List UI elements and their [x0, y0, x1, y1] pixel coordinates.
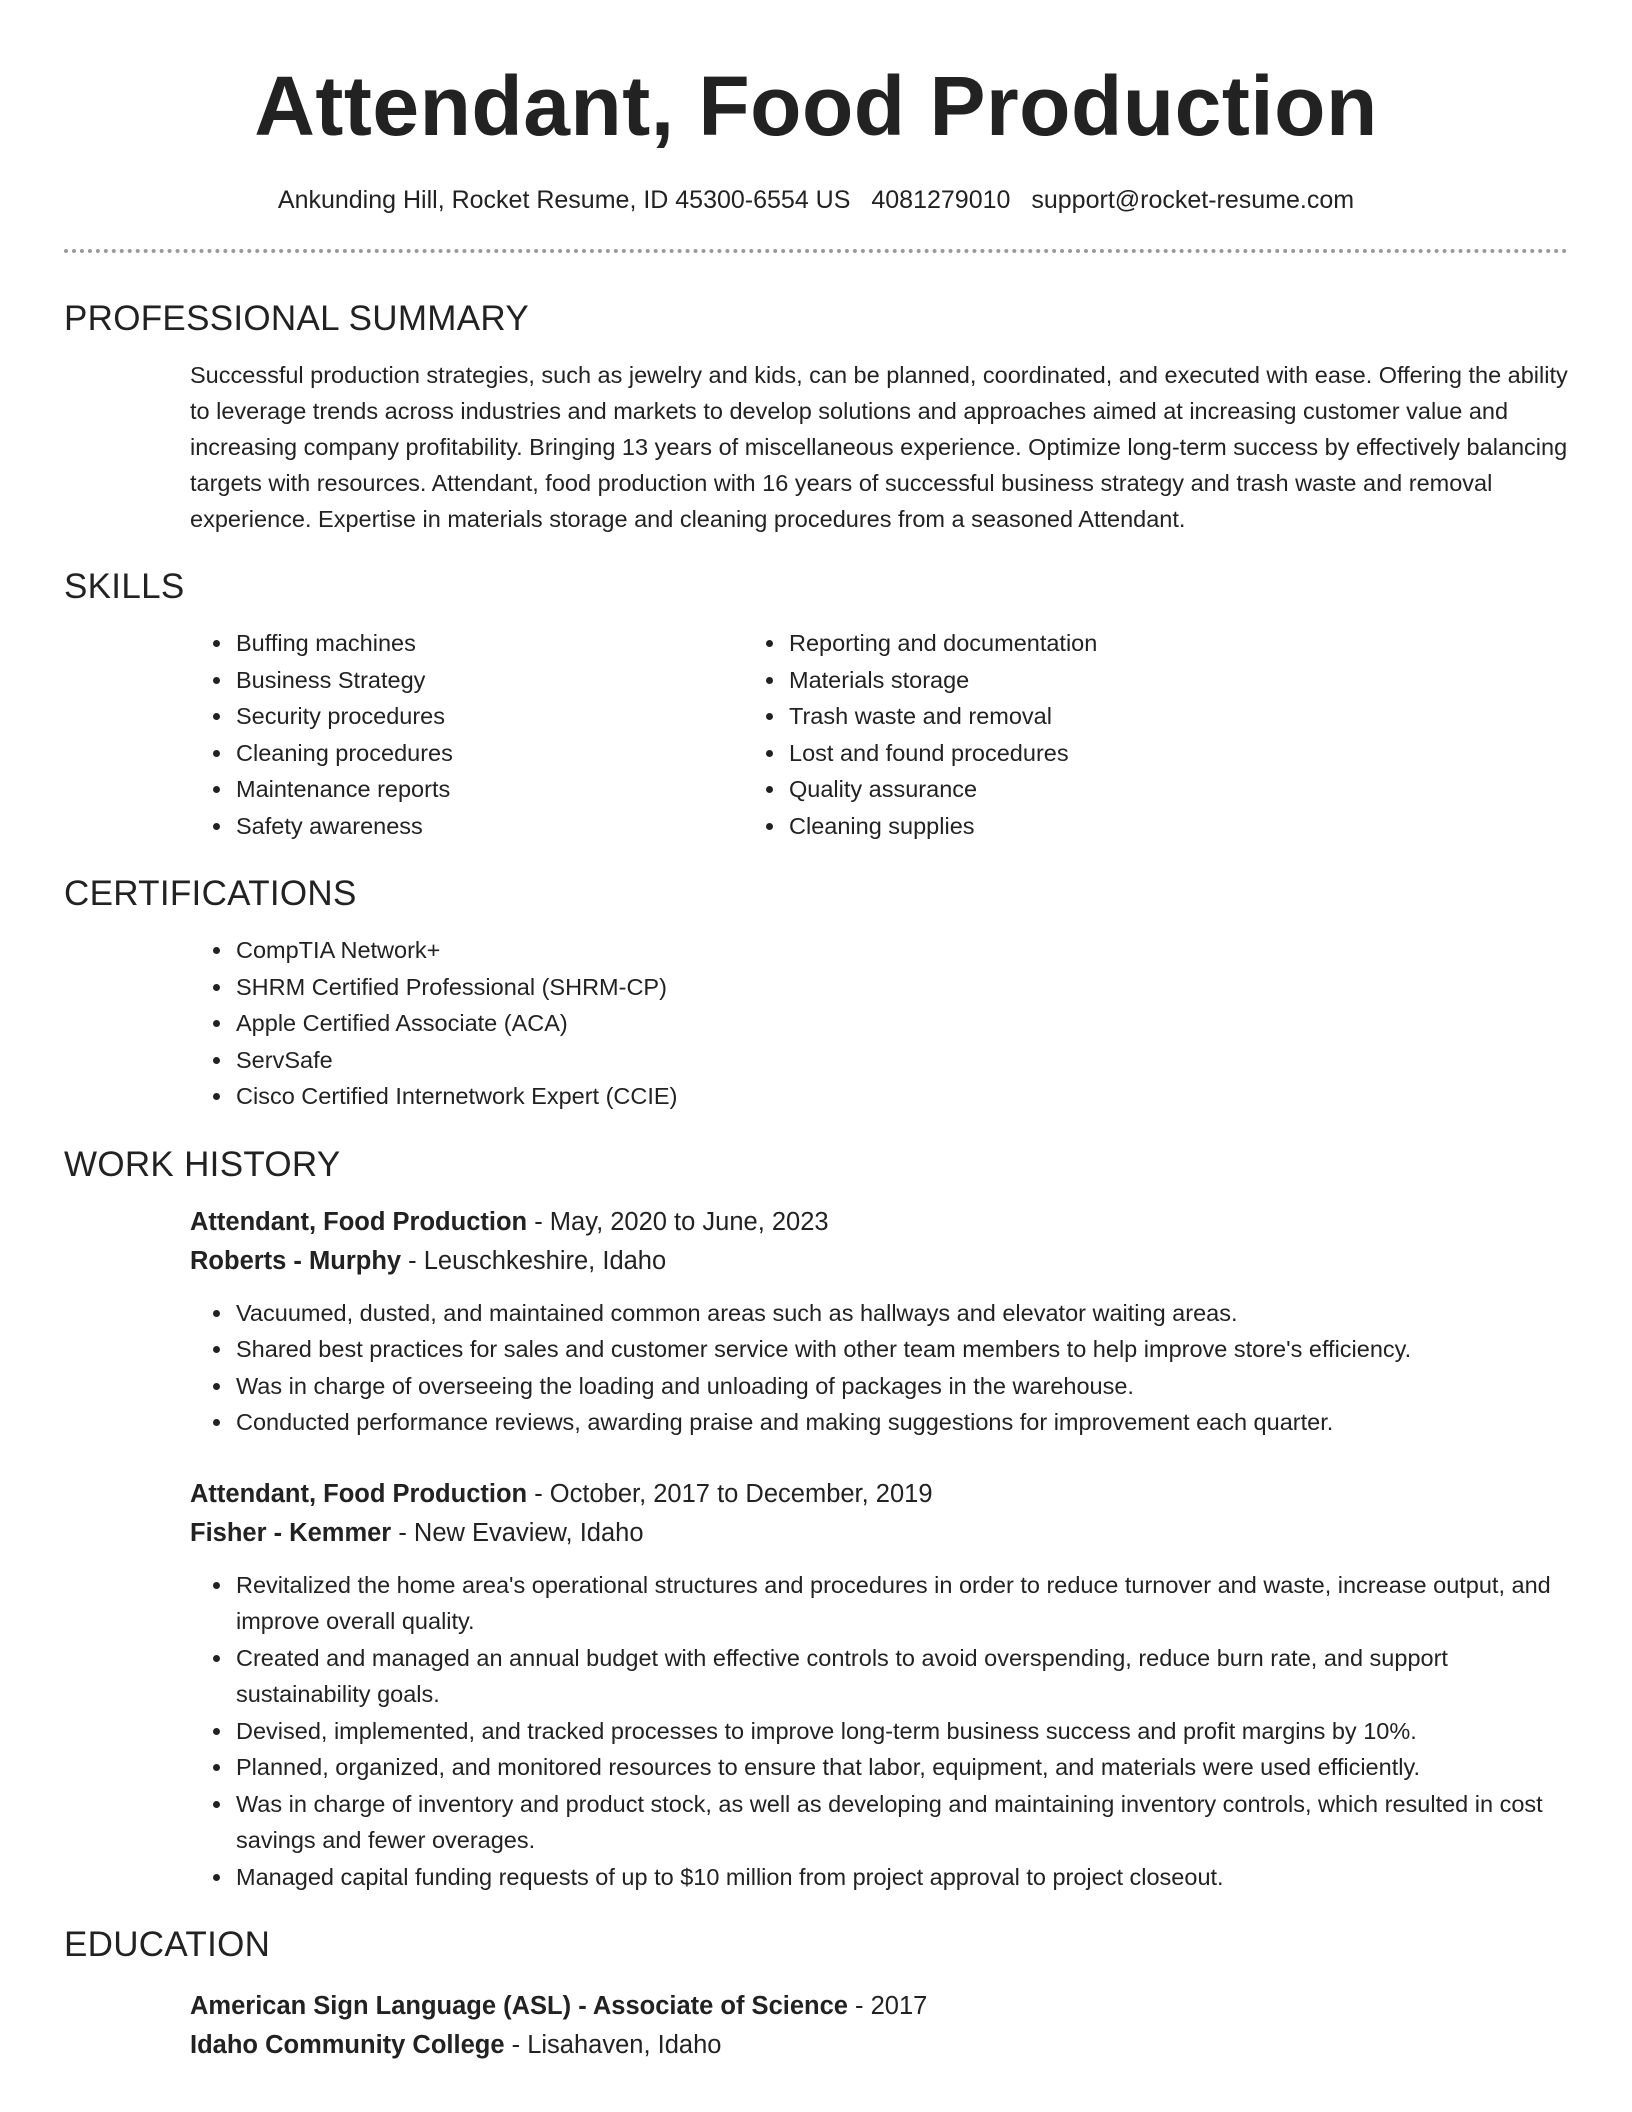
skill-item: • Cleaning supplies: [787, 808, 1295, 845]
contact-address: Ankunding Hill, Rocket Resume, ID 45300-6554 US: [277, 186, 851, 214]
education-degree: American Sign Language (ASL) - Associate of Science: [190, 1992, 848, 2020]
job-location: - New Evaview, Idaho: [391, 1518, 644, 1547]
job-location: - Leuschkeshire, Idaho: [401, 1246, 667, 1275]
job-title: Attendant, Food Production: [190, 1479, 528, 1508]
education-entry: [190, 1987, 1568, 2065]
skills-section: [64, 565, 1568, 844]
job-bullet: • Shared best practices for sales and customer service with other team members to help improve store's efficiency.: [234, 1331, 1568, 1368]
education-year: - 2017: [847, 1992, 928, 2020]
skill-item: • Security procedures: [234, 698, 742, 735]
education-heading: EDUCATION: [64, 1925, 271, 1964]
skill-item: • Cleaning procedures: [234, 735, 742, 772]
certification-item: • Apple Certified Associate (ACA): [234, 1005, 1568, 1042]
job-bullet: • Created and managed an annual budget with effective controls to avoid overspending, reduce burn rate, and support sustainability goals.: [234, 1640, 1568, 1713]
job-title-line: [190, 1203, 1568, 1242]
job-dates: - October, 2017 to December, 2019: [527, 1479, 933, 1508]
job-bullets: [190, 1567, 1568, 1896]
skills-columns: [64, 625, 1568, 844]
job-company-line: [190, 1242, 1568, 1281]
job-dates: - May, 2020 to June, 2023: [527, 1207, 829, 1236]
candidate-name: Attendant, Food Production: [254, 59, 1378, 153]
job-bullet: • Devised, implemented, and tracked processes to improve long-term business success and profit margins by 10%.: [234, 1713, 1568, 1750]
job-title: Attendant, Food Production: [190, 1207, 528, 1236]
job-title-line: [190, 1475, 1568, 1514]
skill-item: • Materials storage: [787, 662, 1295, 699]
contact-line: [64, 185, 1568, 215]
skill-item: • Lost and found procedures: [787, 735, 1295, 772]
job-bullet: • Planned, organized, and monitored resources to ensure that labor, equipment, and materials were used efficiently.: [234, 1749, 1568, 1786]
job-bullet: • Managed capital funding requests of up to $10 million from project approval to project closeout.: [234, 1859, 1568, 1896]
skill-item: • Trash waste and removal: [787, 698, 1295, 735]
certification-item: • CompTIA Network+: [234, 932, 1568, 969]
skills-heading: SKILLS: [64, 567, 185, 606]
certification-item: • SHRM Certified Professional (SHRM-CP): [234, 969, 1568, 1006]
job-bullets: [190, 1295, 1568, 1441]
summary-heading: PROFESSIONAL SUMMARY: [64, 299, 529, 338]
skill-item: • Reporting and documentation: [787, 625, 1295, 662]
job-entry: [190, 1475, 1568, 1896]
work-history-section: [64, 1143, 1568, 1896]
certifications-heading: CERTIFICATIONS: [64, 874, 357, 913]
job-entry: [190, 1203, 1568, 1441]
job-company: Fisher - Kemmer: [190, 1518, 392, 1547]
education-location: - Lisahaven, Idaho: [504, 2031, 722, 2059]
certification-item: • Cisco Certified Internetwork Expert (CCIE): [234, 1078, 1568, 1115]
job-bullet: • Was in charge of inventory and product stock, as well as developing and maintaining inventory controls, which resulted in cost savings and fewer overages.: [234, 1786, 1568, 1859]
certifications-list: [64, 932, 1568, 1115]
education-section: [64, 1923, 1568, 2065]
summary-section: [64, 297, 1568, 537]
education-school: Idaho Community College: [190, 2031, 505, 2059]
header-divider: [64, 249, 1568, 253]
job-company: Roberts - Murphy: [190, 1246, 402, 1275]
education-school-line: [190, 2026, 1568, 2065]
skill-item: • Buffing machines: [234, 625, 742, 662]
certification-item: • ServSafe: [234, 1042, 1568, 1079]
contact-email: support@rocket-resume.com: [1031, 186, 1355, 214]
education-degree-line: [190, 1987, 1568, 2026]
skills-list-left: [64, 625, 742, 844]
summary-text: Successful production strategies, such as jewelry and kids, can be planned, coordinated, and executed with ease. Offering the ability to leverage trends across industries and markets to develop solutions and approaches aimed at increasing customer value and increasing company profitability. Bringing 13 years of miscellaneous experience. Optimize long-term success by effectively balancing targets with resources. Attendant, food production with 16 years of successful business strategy and trash waste and removal experience. Expertise in materials storage and cleaning procedures from a seasoned Attendant.: [190, 362, 1568, 532]
job-company-line: [190, 1514, 1568, 1553]
job-bullet: • Vacuumed, dusted, and maintained common areas such as hallways and elevator waiting areas.: [234, 1295, 1568, 1332]
job-bullet: • Conducted performance reviews, awarding praise and making suggestions for improvement each quarter.: [234, 1404, 1568, 1441]
job-bullet: • Was in charge of overseeing the loading and unloading of packages in the warehouse.: [234, 1368, 1568, 1405]
certifications-section: [64, 872, 1568, 1115]
skill-item: • Maintenance reports: [234, 771, 742, 808]
skills-list-right: [742, 625, 1295, 844]
skill-item: • Safety awareness: [234, 808, 742, 845]
contact-phone: 4081279010: [871, 186, 1011, 214]
job-bullet: • Revitalized the home area's operational structures and procedures in order to reduce turnover and waste, increase output, and improve overall quality.: [234, 1567, 1568, 1640]
work-history-heading: WORK HISTORY: [64, 1144, 341, 1184]
skill-item: • Quality assurance: [787, 771, 1295, 808]
skill-item: • Business Strategy: [234, 662, 742, 699]
